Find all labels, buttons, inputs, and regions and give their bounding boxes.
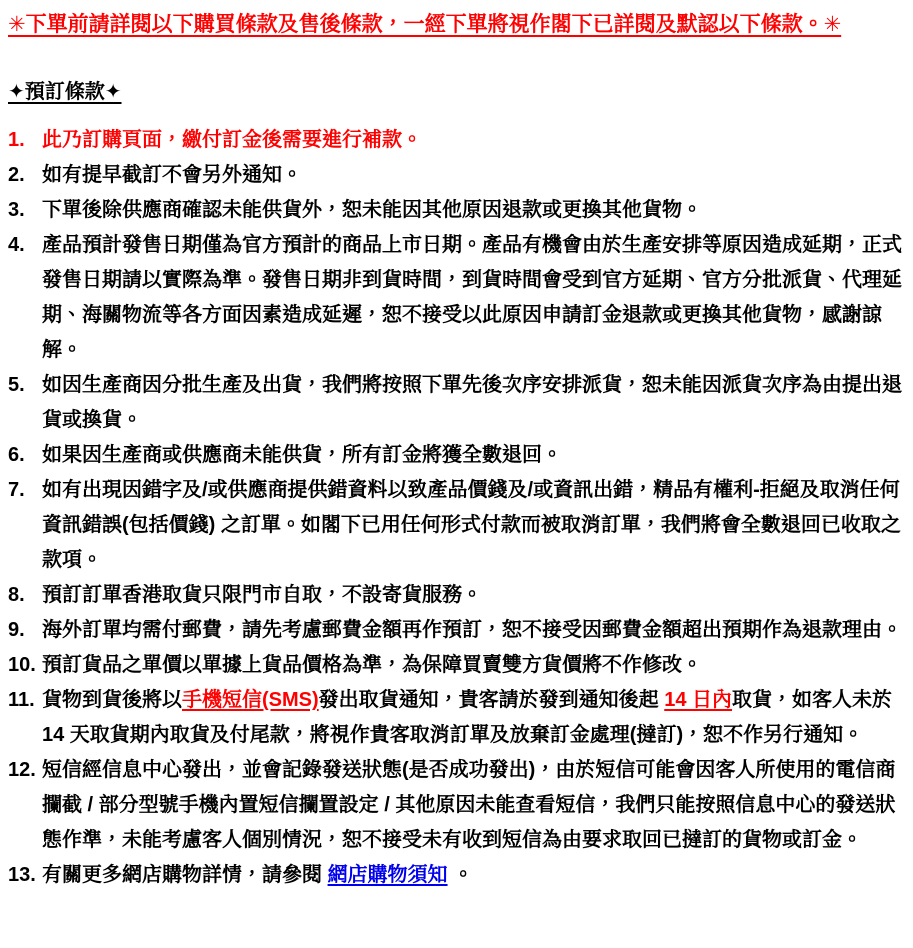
term-item-12 — [8, 753, 905, 858]
term-text-segment: 如果因生產商或供應商未能供貨，所有訂金將獲全數退回。 — [42, 444, 562, 466]
term-item-2 — [8, 158, 905, 193]
term-number: 10. — [8, 654, 36, 676]
term-text-segment: 如有出現因錯字及/或供應商提供錯資料以致產品價錢及/或資訊出錯，精品有權利-拒絕及取消任何資訊錯誤(包括價錢) 之訂單。如閣下已用任何形式付款而被取消訂單，我們將會全數退回已收取之款項。 — [42, 479, 901, 571]
term-text-segment: 預訂貨品之單價以單據上貨品價格為準，為保障買賣雙方貨價將不作修改。 — [42, 654, 702, 676]
term-text-segment: 如有提早截訂不會另外通知。 — [42, 164, 302, 186]
term-item-13 — [8, 858, 905, 893]
term-text-segment: 預訂訂單香港取貨只限門市自取，不設寄貨服務。 — [42, 584, 482, 606]
term-number: 12. — [8, 759, 36, 781]
term-item-8 — [8, 578, 905, 613]
term-text-segment: 短信經信息中心發出，並會記錄發送狀態(是否成功發出)，由於短信可能會因客人所使用的電信商攔截 / 部分型號手機內置短信攔置設定 / 其他原因未能查看短信，我們只能按照信息中心的發送狀態作準，未能考慮客人個別情況，恕不接受未有收到短信為由要求取回已撻訂的貨物或訂金。 — [42, 759, 896, 851]
term-text-segment: 下單後除供應商確認未能供貨外，恕未能因其他原因退款或更換其他貨物。 — [42, 199, 702, 221]
term-text-segment: 。 — [447, 864, 474, 886]
term-item-1 — [8, 123, 905, 158]
term-text-segment: 如因生產商因分批生產及出貨，我們將按照下單先後次序安排派貨，恕未能因派貨次序為由提出退貨或換貨。 — [42, 374, 902, 431]
term-number: 4. — [8, 234, 25, 256]
term-item-9 — [8, 613, 905, 648]
term-text-segment: 有關更多網店購物詳情，請參閱 — [42, 864, 328, 886]
term-item-7 — [8, 473, 905, 578]
term-number: 1. — [8, 129, 25, 151]
term-item-6 — [8, 438, 905, 473]
term-number: 9. — [8, 619, 25, 641]
pre-order-warning-banner: ✳︎下單前請詳閱以下購買條款及售後條款，一經下單將視作閣下已詳閱及默認以下條款。✳︎ — [8, 13, 842, 36]
term-number: 8. — [8, 584, 25, 606]
term-text-segment: 發出取貨通知，貴客請於發到通知後起 — [318, 689, 665, 711]
term-number: 7. — [8, 479, 25, 501]
term-text-segment: 手機短信(SMS) — [182, 689, 319, 711]
term-number: 13. — [8, 864, 36, 886]
shop-guide-link[interactable]: 網店購物須知 — [327, 864, 448, 886]
section-heading-preorder-terms: ✦預訂條款✦ — [8, 81, 122, 103]
terms-list — [8, 123, 905, 893]
term-number: 5. — [8, 374, 25, 396]
term-text-segment: 海外訂單均需付郵費，請先考慮郵費金額再作預訂，恕不接受因郵費金額超出預期作為退款理由。 — [42, 619, 902, 641]
term-item-10 — [8, 648, 905, 683]
term-number: 11. — [8, 689, 35, 711]
term-number: 3. — [8, 199, 25, 221]
term-item-4 — [8, 228, 905, 368]
term-item-5 — [8, 368, 905, 438]
term-text-segment: 14 日內 — [664, 689, 733, 711]
term-item-11 — [8, 683, 905, 753]
term-text-segment: 產品預計發售日期僅為官方預計的商品上市日期。產品有機會由於生產安排等原因造成延期，正式發售日期請以實際為準。發售日期非到貨時間，到貨時間會受到官方延期、官方分批派貨、代理延期、海關物流等各方面因素造成延遲，恕不接受以此原因申請訂金退款或更換其他貨物，感謝諒解。 — [42, 234, 902, 361]
term-number: 2. — [8, 164, 25, 186]
term-text-segment: 取貨，如客人未於 14 天取貨期內取貨及付尾款，將視作貴客取消訂單及放棄訂金處理(撻訂)，恕不作另行通知。 — [42, 689, 893, 746]
term-item-3 — [8, 193, 905, 228]
term-text-segment: 貨物到貨後將以 — [42, 689, 182, 711]
term-number: 6. — [8, 444, 25, 466]
term-text-segment: 此乃訂購頁面，繳付訂金後需要進行補款。 — [42, 129, 422, 151]
